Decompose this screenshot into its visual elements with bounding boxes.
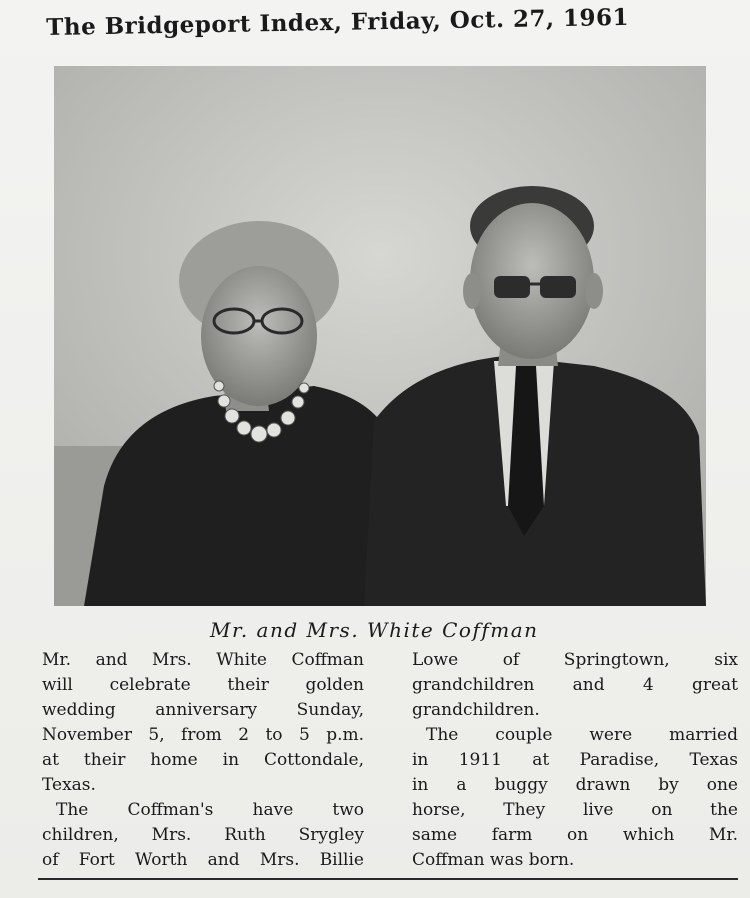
photo-caption: Mr. and Mrs. White Coffman <box>210 618 539 642</box>
article-line: of Fort Worth and Mrs. Billie <box>42 850 364 870</box>
article-line: Texas. <box>42 775 96 795</box>
article-line: wedding anniversary Sunday, <box>42 700 364 720</box>
article-line: Mr. and Mrs. White Coffman <box>42 650 364 670</box>
article-line: in a buggy drawn by one <box>412 775 738 795</box>
article-column-right <box>412 648 738 873</box>
couple-photo-illustration <box>54 66 706 606</box>
article-line: November 5, from 2 to 5 p.m. <box>42 725 364 745</box>
column-divider-rule <box>38 878 738 880</box>
article-line: Coffman was born. <box>412 850 575 870</box>
article-line: in 1911 at Paradise, Texas <box>412 750 738 770</box>
article-line: grandchildren. <box>412 700 540 720</box>
article-column-left <box>42 648 364 873</box>
article-line: Lowe of Springtown, six <box>412 650 738 670</box>
article-line: same farm on which Mr. <box>412 825 738 845</box>
article-line: children, Mrs. Ruth Srygley <box>42 825 364 845</box>
couple-photograph <box>54 66 706 606</box>
article-line: will celebrate their golden <box>42 675 364 695</box>
article-line: The couple were married <box>426 725 738 745</box>
masthead-dateline: The Bridgeport Index, Friday, Oct. 27, 1961 <box>46 3 630 41</box>
article-line: The Coffman's have two <box>56 800 364 820</box>
article-line: grandchildren and 4 great <box>412 675 738 695</box>
article-line: horse, They live on the <box>412 800 738 820</box>
article-line: at their home in Cottondale, <box>42 750 364 770</box>
